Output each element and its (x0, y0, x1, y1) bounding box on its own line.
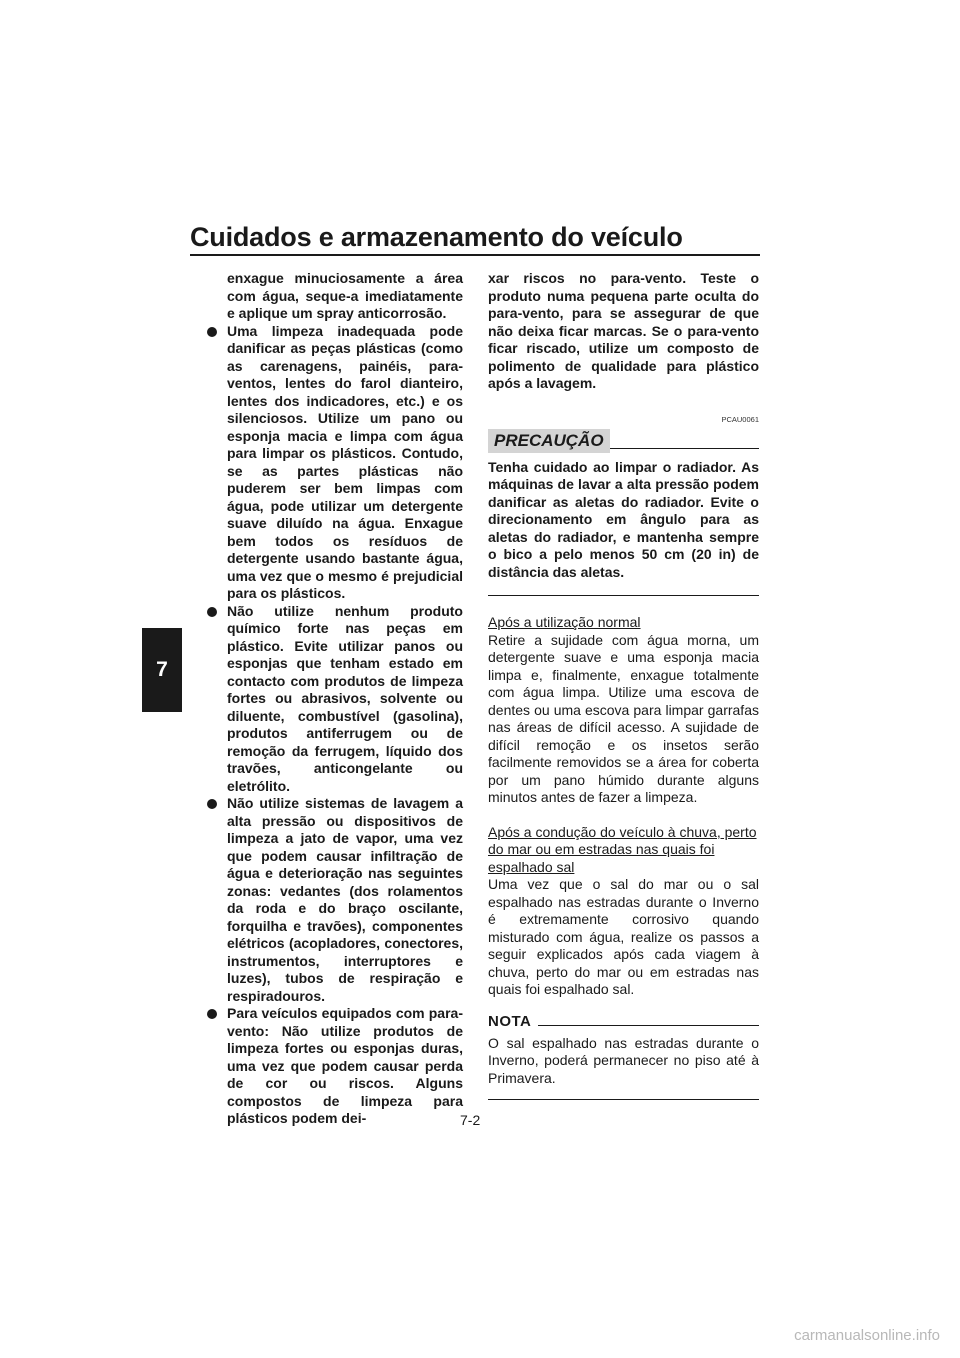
nota-header (488, 1013, 759, 1031)
precaution-end-rule (488, 595, 759, 596)
bullet-item (227, 323, 463, 603)
section-heading-normal-use: Após a utilização normal (488, 614, 641, 630)
chapter-tab: 7 (142, 628, 182, 712)
precaution-header (488, 415, 759, 451)
page-title: Cuidados e armazenamento do veículo (190, 222, 683, 252)
bullet-dot-icon (207, 799, 217, 809)
bullet-text: Não utilize nenhum produto químico forte nas peças em plástico. Evite utilizar panos ou esponjas que tenham estado em contacto com produtos de limpeza fortes ou abrasivos, solvente ou diluente, combustível (gasolina), produtos antiferrugem ou de remoção da ferrugem, líquido dos travões, anticongelante ou eletrólito. (227, 602, 463, 794)
bullet-text: Não utilize sistemas de lavagem a alta pressão ou dispositivos de limpeza a jato de vapor, uma vez que podem causar infiltração de água e deterioração nas seguintes zonas: vedantes (dos rolamentos da roda e do braço oscilante, forquilha e travões), componentes elétricos (acopladores, conectores, instrumentos, interruptores e luzes), tubos de respiração e respiradouros. (227, 795, 463, 1004)
continuation-paragraph: xar riscos no para-vento. Teste o produto numa pequena parte oculta do para-vento, para se assegurar de que não deixa ficar marcas. Se o para-vento ficar riscado, utilize um composto de polimento de qualidade para plástico após a lavagem. (488, 270, 759, 391)
precaution-rule (610, 448, 759, 449)
nota-rule (538, 1025, 759, 1026)
intro-paragraph: enxague minuciosamente a área com água, seque-a imediatamente e aplique um spray anticorrosão. (227, 270, 463, 321)
page-number: 7-2 (460, 1112, 481, 1128)
bullet-item (227, 1005, 463, 1128)
watermark: carmanualsonline.info (794, 1327, 940, 1344)
left-column (227, 270, 463, 1128)
bullet-text: Uma limpeza inadequada pode danificar as peças plásticas (como as carenagens, painéis, para-ventos, lentes do farol dianteiro, lentes dos indicadores, etc.) e os silenciosos. Utilize um pano ou esponja macia e limpa com água para limpar os plásticos. Contudo, se as partes plásticas não puderem ser bem limpas com água, pode utilizar um detergente suave diluído na água. Enxague bem todos os resíduos de detergente usando bastante água, uma vez que o mesmo é prejudicial para os plásticos. (227, 322, 463, 601)
bullet-dot-icon (207, 327, 217, 337)
bullet-dot-icon (207, 607, 217, 617)
nota-text: O sal espalhado nas estradas durante o Inverno, poderá permanecer no piso até à Primavera. (488, 1034, 759, 1086)
precaution-code: PCAU0061 (721, 414, 759, 424)
bullet-item (227, 795, 463, 1005)
title-rule (190, 254, 760, 256)
bullet-dot-icon (207, 1009, 217, 1019)
section-text-normal-use: Retire a sujidade com água morna, um detergente suave e uma esponja macia limpa e, finalmente, enxague totalmente com água limpa. Utilize uma escova de dentes ou uma escova para limpar garrafas nas áreas de difícil acesso. A sujidade de difícil remoção e os insetos serão facilmente removidos se a área for coberta por um pano húmido durante alguns minutos antes de fazer a limpeza. (488, 631, 759, 805)
bullet-text: Para veículos equipados com para-vento: Não utilize produtos de limpeza fortes ou esponjas duras, uma vez que podem causar perda de cor ou riscos. Alguns compostos de limpeza para plásticos podem dei- (227, 1005, 463, 1126)
precaution-label: PRECAUÇÃO (488, 429, 610, 453)
precaution-text: Tenha cuidado ao limpar o radiador. As máquinas de lavar a alta pressão podem danificar as aletas do radiador. Evite o direcionamento em ângulo para as aletas do radiador, e mantenha sempre o bico a pelo menos 50 cm (20 in) de distância das aletas. (488, 458, 759, 580)
right-column (488, 270, 759, 1100)
nota-end-rule (488, 1099, 759, 1100)
bullet-item (227, 603, 463, 796)
section-text-rain-salt: Uma vez que o sal do mar ou o sal espalhado nas estradas durante o Inverno é extremamente corrosivo quando misturado com água, realize os passos a seguir explicados após cada viagem à chuva, perto do mar ou em estradas nas quais foi espalhado sal. (488, 876, 759, 997)
nota-label: NOTA (488, 1012, 532, 1030)
section-heading-rain-salt: Após a condução do veículo à chuva, perto do mar ou em estradas nas quais foi espalhado sal (488, 823, 757, 875)
